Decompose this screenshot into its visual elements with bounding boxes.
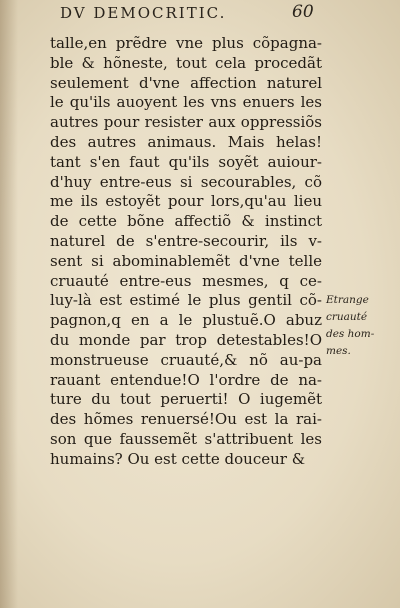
text-line: talle,en prẽdre vne plus cõpagna-	[50, 34, 322, 52]
text-line: du monde par trop detestables!O	[50, 330, 322, 349]
text-line: naturel de s'entre-secourir, ils v-	[50, 231, 322, 250]
margin-note-line: mes.	[326, 345, 351, 357]
text-line: sent si abominablemẽt d'vne telle	[50, 251, 322, 270]
text-line: luy-là est estimé le plus gentil cõ-	[50, 291, 322, 310]
margin-note-line: Etrange	[326, 294, 369, 306]
margin-note-line: des hom-	[326, 328, 375, 340]
text-line: seulement d'vne affection naturel	[50, 73, 322, 92]
text-line: d'huy entre-eus si secourables, cõ	[50, 172, 322, 191]
text-line: des autres animaus. Mais helas!	[50, 132, 322, 151]
text-line: ble & hõneste, tout cela procedãt	[50, 53, 322, 72]
page-number: 60	[292, 2, 314, 22]
text-line: ture du tout peruerti! O iugemẽt	[50, 390, 322, 409]
text-line: de cette bõne affectiõ & instinct	[50, 212, 322, 231]
text-line: autres pour resister aux oppressiõs	[50, 113, 322, 132]
gutter-shadow	[0, 0, 18, 608]
text-line: son que faussemẽt s'attribuent les	[50, 429, 322, 448]
text-line: pagnon,q en a le plustuẽ.O abuz	[50, 311, 322, 330]
text-line: cruauté entre-eus mesmes, q ce-	[50, 271, 322, 290]
margin-note-line: cruauté	[326, 311, 368, 323]
text-line: le qu'ils auoyent les vns enuers les	[50, 93, 322, 112]
text-line: monstrueuse cruauté,& nõ au-pa	[50, 350, 322, 369]
running-head: DV DEMOCRITIC.	[60, 4, 227, 22]
text-line: tant s'en faut qu'ils soyẽt auiour-	[50, 152, 322, 171]
text-line: humains? Ou est cette douceur &	[50, 449, 306, 468]
margin-note	[326, 292, 394, 360]
text-line: des hõmes renuersé!Ou est la rai-	[50, 410, 322, 429]
text-line: rauant entendue!O l'ordre de na-	[50, 370, 322, 389]
body-text	[50, 34, 322, 470]
page-header	[60, 2, 380, 24]
text-line: me ils estoyẽt pour lors,qu'au lieu	[50, 192, 322, 211]
